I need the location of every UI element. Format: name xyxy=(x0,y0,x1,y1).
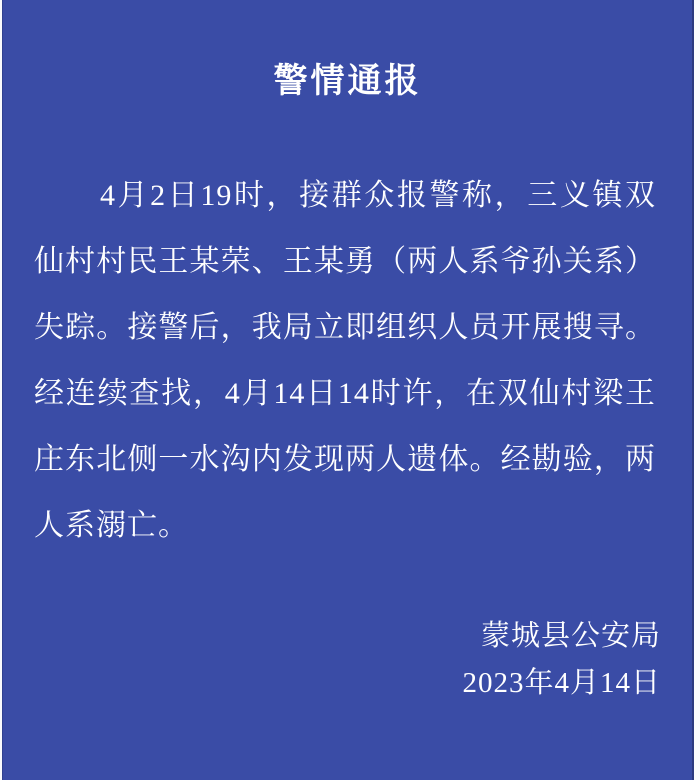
notice-panel xyxy=(2,0,694,780)
signature-block xyxy=(3,613,692,707)
issue-date: 2023年4月14日 xyxy=(462,667,661,699)
notice-title: 警情通报 xyxy=(273,62,422,100)
notice-body-paragraph: 4月2日19时，接群众报警称，三义镇双仙村村民王某荣、王某勇（两人系爷孙关系）失踪。接警后，我局立即组织人员开展搜寻。经连续查找，4月14日14时许，在双仙村梁王庄东北侧一水沟内发现两人遗体。经勘验，两人系溺亡。 xyxy=(34,179,656,542)
issuer-name: 蒙城县公安局 xyxy=(480,620,661,652)
